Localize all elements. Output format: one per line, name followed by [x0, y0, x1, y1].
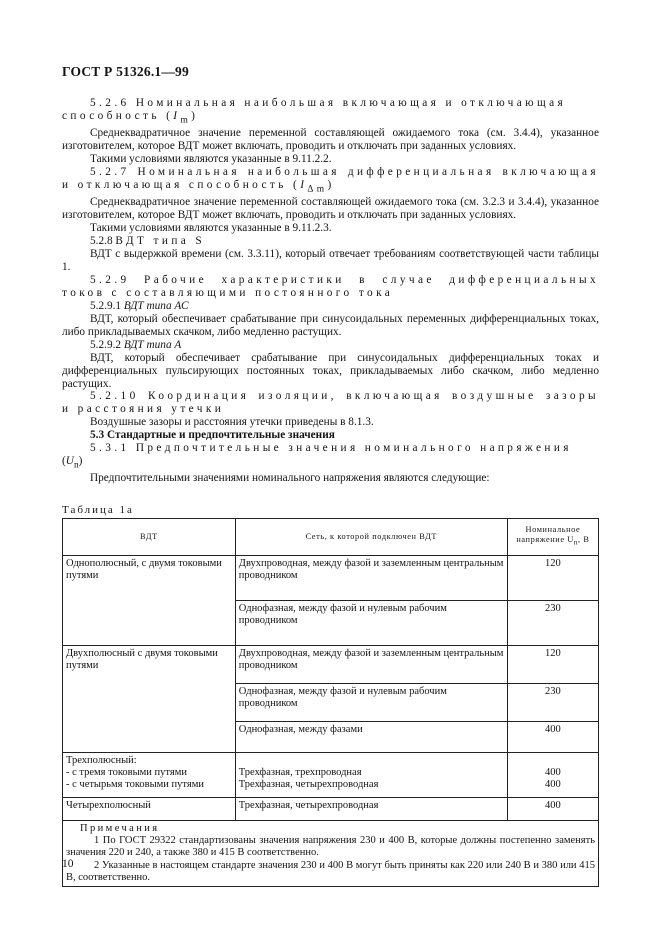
- voltage-table: [62, 518, 599, 887]
- cell-device: Четырехполюсный: [63, 798, 236, 821]
- cell-network: Трехфазная, четырехпроводная: [235, 798, 507, 821]
- notes-title: Примечания: [80, 823, 160, 834]
- clause-5-2-9-2-title: 5.2.9.2 ВДТ типа А: [90, 338, 182, 351]
- page-number: 10: [62, 858, 74, 870]
- col-header-network: Сеть, к которой подключен ВДТ: [235, 519, 507, 556]
- clause-5-3-1-title: 5.3.1 Предпочтительные значения номинального напряжения: [90, 442, 572, 455]
- table-row: [63, 753, 599, 798]
- symbol-i: I: [173, 109, 181, 122]
- table-row: [63, 556, 599, 601]
- clause-5-2-9-2-text: ВДТ, который обеспечивает срабатывание при синусоидальных дифференциальных токах и дифференциальных пульсирующих постоянных токах, прикладываемых либо скачком, либо медленно растущих.: [62, 351, 599, 390]
- cell-network: Двухпроводная, между фазой и заземленным центральным проводником: [235, 646, 507, 684]
- clause-5-2-7-text: Среднеквадратичное значение переменной составляющей ожидаемого тока (см. 3.2.3 и 3.4.4), указанное изготовителем, которое ВДТ может включать, проводить и отключать при заданных условиях.: [62, 196, 599, 222]
- clause-5-2-6-title: 5.2.6 Номинальная наибольшая включающая и отключающая: [90, 97, 567, 109]
- cell-network: Однофазная, между фазой и нулевым рабочим проводником: [235, 601, 507, 646]
- cell-voltage: 400: [507, 798, 598, 821]
- clause-5-2-6-title-cont: способность $(I_m)$: [62, 109, 199, 126]
- subscript-delta-m: Δm: [307, 184, 328, 195]
- cell-device: Двухполюсный с двумя токовыми путями: [63, 646, 236, 753]
- clause-5-2-7-title: 5.2.7 Номинальная наибольшая дифференциальная включающая и отключающая способность $(I_{\Delta m})$: [62, 166, 599, 195]
- clause-5-2-8-title: 5.2.8 ВДТ типа S: [90, 235, 206, 248]
- table-notes: [63, 821, 599, 887]
- clause-5-3-1-text: Предпочтительными значениями номинального напряжения являются следующие:: [90, 472, 490, 485]
- cell-voltage: 120: [507, 556, 598, 601]
- cell-device: Трехполюсный: - с тремя токовыми путями - с четырьмя токовыми путями: [63, 753, 236, 798]
- symbol-i: I: [300, 178, 308, 191]
- clause-5-2-7-conditions: Такими условиями являются указанные в 9.11.2.3.: [90, 222, 332, 235]
- table-row: [63, 798, 599, 821]
- table-header-row: [63, 519, 599, 556]
- note-1: 1 По ГОСТ 29322 стандартизованы значения напряжения 230 и 400 В, которые должны постепенно заменять значения 220 и 240, а также 380 и 415 В соответственно.: [66, 835, 595, 859]
- cell-voltage: 120: [507, 646, 598, 684]
- cell-voltage: 230: [507, 684, 598, 722]
- cell-device: Однополюсный, с двумя токовыми путями: [63, 556, 236, 646]
- cell-voltage: 230: [507, 601, 598, 646]
- table-caption: Таблица 1а: [62, 504, 134, 516]
- clause-5-2-9-title: 5.2.9 Рабочие характеристики в случае дифференциальных токов с составляющими постоянного тока: [62, 273, 599, 299]
- clause-5-2-10-text: Воздушные зазоры и расстояния утечки приведены в 8.1.3.: [90, 416, 374, 429]
- standard-header: ГОСТ Р 51326.1—99: [62, 64, 189, 79]
- document-body: [62, 97, 599, 485]
- cell-network: Трехфазная, трехпроводная Трехфазная, четырехпроводная: [235, 753, 507, 798]
- table-row: [63, 646, 599, 684]
- clause-5-2-9-1-title: 5.2.9.1 ВДТ типа АС: [90, 299, 189, 312]
- clause-5-2-6-conditions: Такими условиями являются указанные в 9.11.2.2.: [90, 153, 332, 166]
- subscript-m: m: [180, 115, 192, 126]
- clause-5-2-8-text: ВДТ с выдержкой времени (см. 3.3.11), который отвечает требованиям соответствующей части таблицы 1.: [62, 247, 599, 273]
- clause-5-3-1-symbol: $(U_n)$: [62, 455, 83, 471]
- clause-5-2-10-title: 5.2.10 Координация изоляции, включающая воздушные зазоры и расстояния утечки: [62, 390, 599, 416]
- col-header-voltage: Номинальное напряжение $U_n$, В: [507, 519, 598, 556]
- col-header-device: ВДТ: [63, 519, 236, 556]
- cell-network: Однофазная, между фазой и нулевым рабочим проводником: [235, 684, 507, 722]
- cell-voltage: 400 400: [507, 753, 598, 798]
- table-notes-row: [63, 821, 599, 887]
- section-5-3-title: 5.3 Стандартные и предпочтительные значения: [90, 429, 335, 442]
- cell-voltage: 400: [507, 722, 598, 753]
- subscript-n: n: [73, 460, 79, 471]
- clause-5-2-9-1-text: ВДТ, который обеспечивает срабатывание при синусоидальных переменных дифференциальных токах, либо прикладываемых скачком, либо медленно растущих.: [62, 312, 599, 338]
- clause-5-2-6-text: Среднеквадратичное значение переменной составляющей ожидаемого тока (см. 3.4.4), указанное изготовителем, которое ВДТ может включать, проводить и отключать при заданных условиях.: [62, 127, 599, 153]
- cell-network: Однофазная, между фазами: [235, 722, 507, 753]
- cell-network: Двухпроводная, между фазой и заземленным центральным проводником: [235, 556, 507, 601]
- note-2: 2 Указанные в настоящем стандарте значения 230 и 400 В могут быть приняты как 220 или 240 В и 380 или 415 В, соответственно.: [66, 859, 595, 883]
- symbol-u: U: [65, 455, 74, 468]
